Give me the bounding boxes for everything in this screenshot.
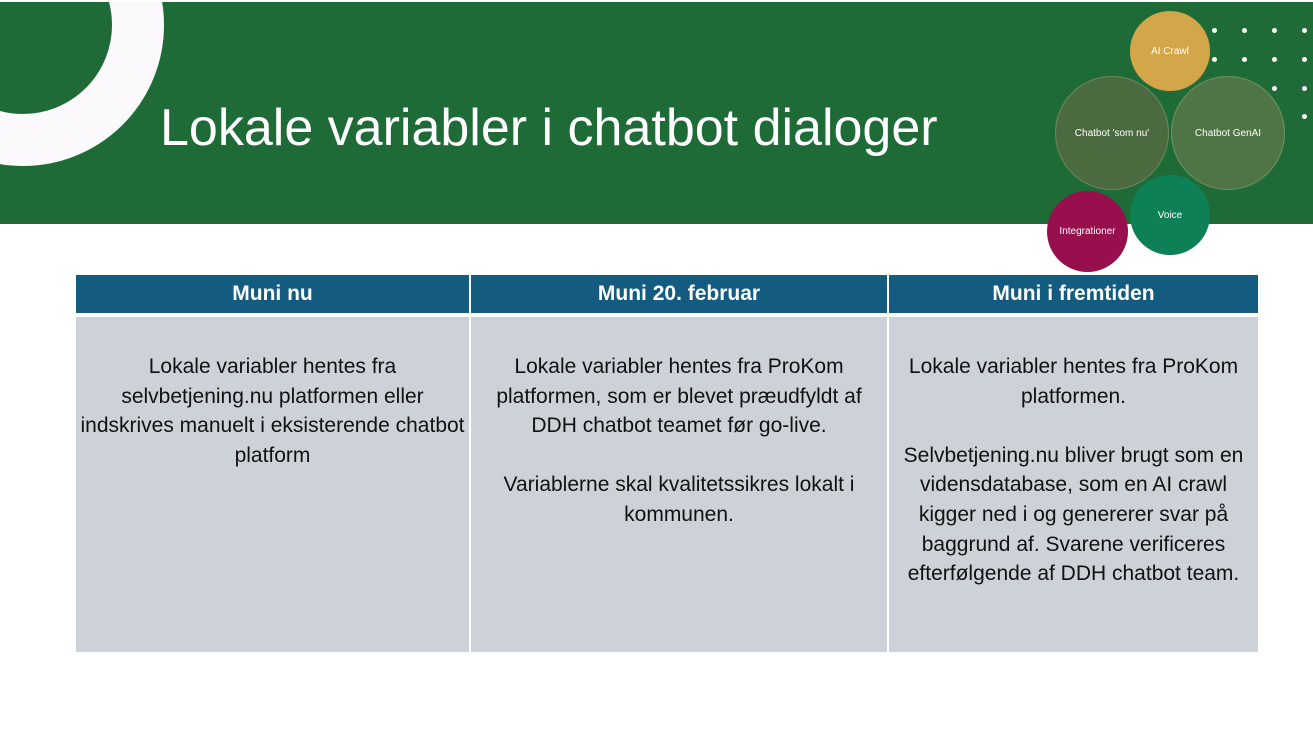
column-header-muni-nu: Muni nu: [76, 275, 469, 313]
dot: [1302, 57, 1307, 62]
cell-paragraph: Selvbetjening.nu bliver brugt som en vidensdatabase, som en AI crawl kigger ned i og genererer svar på baggrund af. Svarene verificeres efterfølgende af DDH chatbot team.: [903, 443, 1244, 586]
dot: [1302, 28, 1307, 33]
bubble-ai-crawl: AI Crawl: [1130, 11, 1210, 91]
column-header-muni-i-fremtiden: Muni i fremtiden: [889, 275, 1258, 313]
dot: [1302, 86, 1307, 91]
cell-paragraph: Lokale variabler hentes fra ProKom platformen.: [908, 355, 1239, 408]
dot: [1272, 28, 1277, 33]
dot: [1272, 86, 1277, 91]
bubble-chatbot-som-nu: Chatbot 'som nu': [1055, 76, 1169, 190]
column-header-muni-20-februar: Muni 20. februar: [471, 275, 887, 313]
cell-paragraph: Lokale variabler hentes fra ProKom platformen, som er blevet præudfyldt af DDH chatbot teamet før go-live.: [496, 355, 862, 438]
dot: [1242, 57, 1247, 62]
cell-muni-20-februar: [471, 317, 887, 652]
slide-title: Lokale variabler i chatbot dialoger: [160, 99, 938, 157]
dot: [1272, 57, 1277, 62]
decorative-ring: [0, 2, 164, 166]
cell-muni-nu: [76, 317, 469, 652]
bubble-chatbot-genai: Chatbot GenAI: [1171, 76, 1285, 190]
cell-paragraph: Variablerne skal kvalitetssikres lokalt i kommunen.: [503, 473, 855, 526]
dot: [1212, 57, 1217, 62]
dot: [1302, 114, 1307, 119]
bubble-voice: Voice: [1130, 175, 1210, 255]
comparison-table: [76, 275, 1258, 652]
cell-muni-i-fremtiden: [889, 317, 1258, 652]
dot: [1212, 28, 1217, 33]
dot: [1242, 28, 1247, 33]
cell-paragraph: Lokale variabler hentes fra selvbetjening.nu platformen eller indskrives manuelt i eksisterende chatbot platform: [80, 355, 465, 467]
bubble-integrationer: Integrationer: [1047, 191, 1128, 272]
